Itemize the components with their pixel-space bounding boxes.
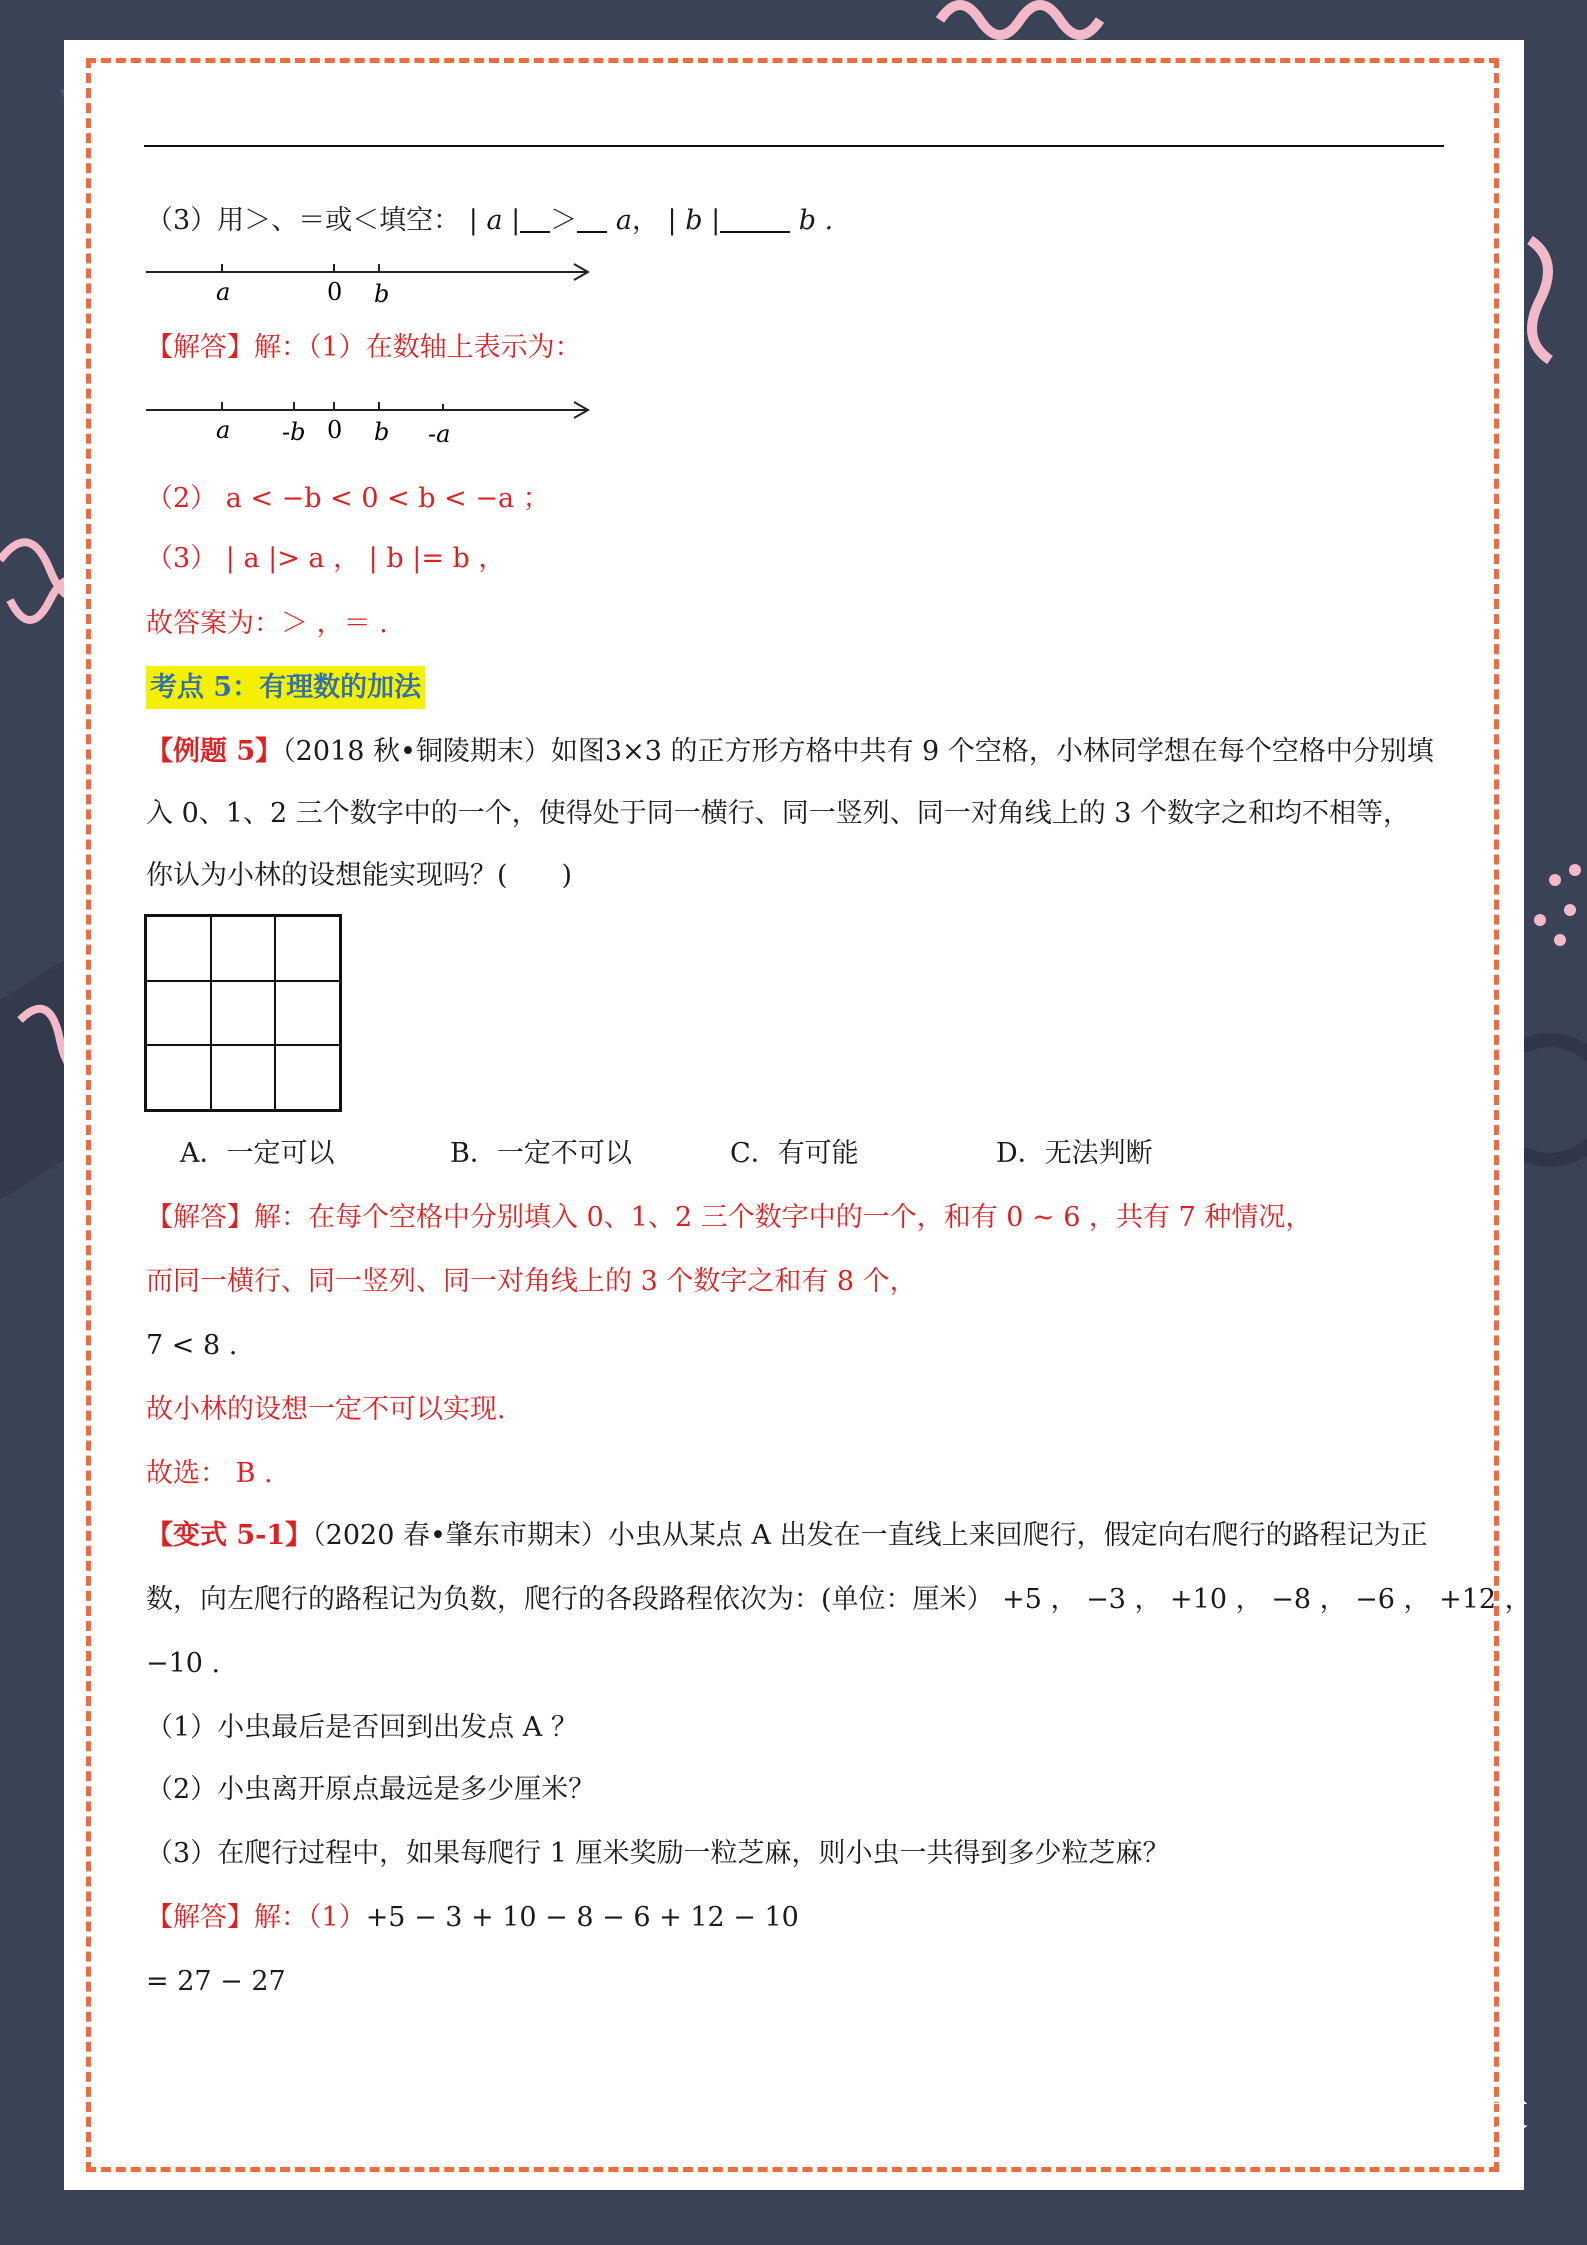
answer-3: （3） | a |> a ， | b |= b ， xyxy=(146,543,506,574)
abs-a: | a | xyxy=(468,205,521,236)
option-a: A．一定可以 xyxy=(180,1138,335,1169)
grid-cell xyxy=(275,916,340,981)
answer-2: （2） a < −b < 0 < b < −a ； xyxy=(146,483,550,514)
grid-cell xyxy=(211,981,276,1046)
option-d: D．无法判断 xyxy=(996,1138,1153,1169)
answer-text: 解：（1）在数轴上表示为： xyxy=(254,332,582,363)
topic-label: 考点 5：有理数的加法 xyxy=(146,666,425,709)
solution-head: 【解答】 xyxy=(146,1202,254,1233)
example-line-3: 你认为小林的设想能实现吗？( ) xyxy=(146,860,573,891)
grid-cell xyxy=(146,916,211,981)
label-0: 0 xyxy=(327,416,343,444)
solution-expression: +5 − 3 + 10 − 8 − 6 + 12 − 10 xyxy=(365,1902,799,1933)
watermark: 头条 @周老师talk英文 xyxy=(1150,2093,1530,2134)
abs-b: | b | xyxy=(667,205,721,236)
solution-text: 解：（1） xyxy=(254,1902,366,1933)
symbol: ＞ xyxy=(550,205,578,236)
grid-cell xyxy=(146,1045,211,1110)
variant-q2: （2）小虫离开原点最远是多少厘米？ xyxy=(146,1774,596,1805)
var-a: a xyxy=(615,205,632,236)
topic-heading xyxy=(146,674,425,701)
blank xyxy=(520,209,550,233)
example-line-2: 入 0、1、2 三个数字中的一个，使得处于同一横行、同一竖列、同一对角线上的 3 个数字之和均不相等， xyxy=(146,798,1411,829)
solution51-line-2: = 27 − 27 xyxy=(146,1966,286,1997)
blank xyxy=(720,209,790,233)
label-0: 0 xyxy=(327,278,343,306)
number-line-1 xyxy=(146,258,606,306)
header-rule xyxy=(144,145,1444,147)
example-text: （2018 秋•铜陵期末）如图3×3 的正方形方格中共有 9 个空格，小林同学想在每个空格中分别填 xyxy=(282,736,1434,767)
solution51-line-1 xyxy=(146,1904,799,1931)
example-line-1 xyxy=(146,738,1434,765)
blank xyxy=(577,209,607,233)
variant-q3: （3）在爬行过程中，如果每爬行 1 厘米奖励一粒芝麻，则小虫一共得到多少粒芝麻？ xyxy=(146,1838,1170,1869)
label-b: b xyxy=(374,280,390,306)
variant-head: 【变式 5-1】 xyxy=(146,1520,313,1551)
grid-cell xyxy=(211,1045,276,1110)
grid-cell xyxy=(275,981,340,1046)
comma: ， xyxy=(631,205,659,236)
label-neg-b: -b xyxy=(282,418,306,446)
solution5-line-2: 而同一横行、同一竖列、同一对角线上的 3 个数字之和有 8 个， xyxy=(146,1266,917,1297)
label-neg-a: -a xyxy=(428,420,451,448)
example-head: 【例题 5】 xyxy=(146,736,283,767)
variant-line-2: 数，向左爬行的路程记为负数，爬行的各段路程依次为：(单位：厘米） +5 ， −3 ， +10 ， −8 ， −6 ， +12 ， xyxy=(146,1584,1532,1615)
number-line-2 xyxy=(146,396,606,448)
label-a: a xyxy=(216,416,231,444)
grid-cell xyxy=(211,916,276,981)
variant-line-3: −10 . xyxy=(146,1648,221,1679)
variant-line-1 xyxy=(146,1522,1428,1549)
solution-head: 【解答】 xyxy=(146,1902,254,1933)
option-b: B．一定不可以 xyxy=(450,1138,632,1169)
question-3-line xyxy=(146,207,833,234)
grid-cell xyxy=(146,981,211,1046)
label-b: b xyxy=(374,418,390,446)
solution5-line-1 xyxy=(146,1204,1312,1231)
answer-final: 故答案为：＞ ，＝ . xyxy=(146,608,388,639)
solution-text: 解：在每个空格中分别填入 0、1、2 三个数字中的一个，和有 0 ~ 6 ，共有 7 种情况， xyxy=(254,1202,1313,1233)
grid-3x3 xyxy=(144,914,342,1112)
variant-text: （2020 春•肇东市期末）小虫从某点 A 出发在一直线上来回爬行，假定向右爬行的路程记为正 xyxy=(312,1520,1428,1551)
option-c: C．有可能 xyxy=(730,1138,859,1169)
answer-1 xyxy=(146,334,582,361)
var-b: b . xyxy=(798,205,834,236)
label-a: a xyxy=(216,278,231,306)
grid-cell xyxy=(275,1045,340,1110)
solution5-line-3: 7 < 8 . xyxy=(146,1330,238,1361)
solution5-line-4: 故小林的设想一定不可以实现. xyxy=(146,1394,506,1425)
variant-q1: （1）小虫最后是否回到出发点 A ？ xyxy=(146,1712,578,1743)
solution5-line-5: 故选： B . xyxy=(146,1458,273,1489)
answer-head: 【解答】 xyxy=(146,332,254,363)
question-text: （3）用＞、＝或＜填空： xyxy=(146,205,461,236)
